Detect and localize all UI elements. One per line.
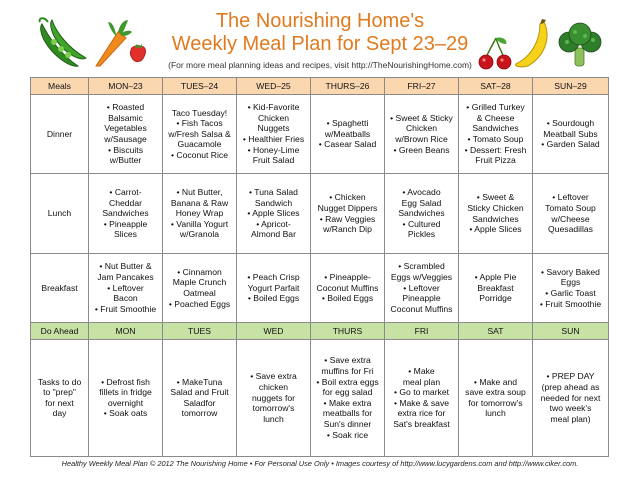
meal-cell [533,94,609,174]
meal-cell [311,253,385,322]
menu-line: • Avocado [402,187,441,198]
menu-line: • Fruit Smoothie [94,303,157,314]
do-ahead-day: THURS [311,322,385,339]
menu-line: for next [45,397,74,408]
meal-cell [311,174,385,254]
meal-row-breakfast [31,253,609,322]
menu-line: meatballs for [322,408,373,419]
cherries-icon [478,36,512,70]
menu-line: for tomorrow's [468,397,523,408]
menu-line: • Coconut Rice [171,149,228,160]
tasks-label [31,339,89,456]
menu-line: lunch [263,413,284,424]
menu-line: Oatmeal [183,287,216,298]
menu-line: day [52,408,67,419]
menu-line: • Make and [473,376,518,387]
menu-line: • Apple Slices [469,224,522,235]
menu-line: Taco Tuesday! [171,107,228,118]
menu-line: Maple Crunch [172,277,227,288]
menu-line: w/Cheese [551,213,590,224]
menu-line: • Boil extra eggs [316,376,379,387]
menu-line: • Boiled Eggs [321,293,374,304]
meal-row-dinner [31,94,609,174]
meal-cell [163,174,237,254]
menu-line: • Honey-Lime [247,144,300,155]
menu-line: • Healthier Fries [242,134,305,145]
menu-line: • Fish Tacos [176,118,223,129]
strawberry-icon [128,42,150,64]
day-header: MON–23 [89,78,163,95]
meal-cell [533,174,609,254]
menu-line: • Cinnamon [177,266,222,277]
menu-line: • Chicken [329,192,366,203]
menu-line: Sat's breakfast [393,419,450,430]
menu-line: • Garlic Toast [545,287,596,298]
menu-line: • Apple Pie [474,272,517,283]
meal-cell [459,253,533,322]
menu-line: • Save extra [324,355,371,366]
menu-line: Nuggets [257,123,290,134]
menu-line: • Roasted [106,102,145,113]
meal-cell [385,253,459,322]
menu-line: Sandwiches [398,208,445,219]
tasks-row [31,339,609,456]
do-ahead-day: FRI [385,322,459,339]
menu-line: chicken [258,381,289,392]
menu-line: Almond Bar [251,229,296,240]
task-cell [533,339,609,456]
menu-line: (prep ahead as [541,381,600,392]
menu-line: • Go to market [393,387,450,398]
menu-line: needed for next [540,392,601,403]
menu-line: Fruit Pizza [475,155,516,166]
menu-line: • Tomato Soup [467,134,524,145]
meal-cell [163,253,237,322]
menu-line: • Dessert: Fresh [464,144,527,155]
row-label: Dinner [31,94,89,174]
day-header: SUN–29 [533,78,609,95]
menu-line: • Biscuits [107,144,143,155]
menu-line: Tasks to do [37,376,82,387]
menu-line: overnight [107,397,144,408]
broccoli-icon [555,20,605,70]
menu-line: Vegetables [104,123,147,134]
menu-line: • Peach Crisp [247,272,300,283]
menu-line: w/Ranch Dip [323,224,372,235]
menu-line: Coconut Muffins [316,282,379,293]
menu-line: • Pineapple [103,218,148,229]
meal-cell [237,253,311,322]
menu-line: • Cultured [402,218,441,229]
menu-line: • PREP DAY [546,371,595,382]
menu-line: Egg Salad [401,197,442,208]
menu-line: Yogurt Parfait [247,282,300,293]
menu-line: nuggets for [252,392,295,403]
menu-line: Saladfor [183,397,216,408]
menu-line: w/Butter [109,155,142,166]
do-ahead-day: WED [237,322,311,339]
menu-line: w/Meatballs [324,128,371,139]
menu-line: • Leftover [552,192,589,203]
menu-line: muffins for Fri [321,366,374,377]
menu-line: Nugget Dippers [317,203,378,213]
meal-cell [385,94,459,174]
days-header-row [31,78,609,95]
meal-cell [533,253,609,322]
meal-row-lunch [31,174,609,254]
page-subtitle: (For more meal planning ideas and recipes, visit http://TheNourishingHome.com) [168,60,472,70]
menu-line: Chicken [405,123,438,134]
menu-line: Pineapple [402,293,441,304]
menu-line: Salad and Fruit [170,387,229,398]
menu-line: Eggs [560,277,581,288]
menu-line: meal plan [402,376,441,387]
menu-line: Quesadillas [548,224,593,235]
day-header: FRI–27 [385,78,459,95]
day-header: SAT–28 [459,78,533,95]
task-cell [311,339,385,456]
menu-line: w/Sausage [104,134,147,145]
task-cell [459,339,533,456]
menu-line: Guacamole [177,139,222,150]
menu-line: w/Granola [179,229,220,240]
menu-line: • Sweet & Sticky [390,112,453,123]
do-ahead-header-row [31,322,609,339]
meal-cell [163,94,237,174]
menu-line: • Garden Salad [541,139,600,150]
meal-cell [459,94,533,174]
menu-line: Slices [114,229,137,240]
page-title-line2: Weekly Meal Plan for Sept 23–29 [171,33,469,55]
menu-line: Balsamic [108,112,143,123]
menu-line: • MakeTuna [176,376,223,387]
do-ahead-day: SUN [533,322,609,339]
menu-line: Sticky Chicken [467,203,524,213]
menu-line: • Casear Salad [318,139,377,150]
menu-line: • Leftover [403,282,440,293]
menu-line: Sandwiches [102,208,149,219]
menu-line: • Carrot- [109,187,142,198]
do-ahead-day: MON [89,322,163,339]
meal-plan-table [30,77,609,457]
menu-line: Sandwiches [472,123,519,134]
row-label: Breakfast [31,253,89,322]
menu-line: Meatball Subs [543,128,598,139]
do-ahead-day: SAT [459,322,533,339]
footer-credits: Healthy Weekly Meal Plan © 2012 The Nourishing Home • For Personal Use Only • Images courtesy of http://www.lucygardens.com and http://www.ciker.com. [61,459,579,468]
menu-line: • Sourdough [546,118,595,129]
menu-line: Sandwiches [472,213,519,224]
menu-line: • Boiled Eggs [247,293,300,304]
menu-line: • Make extra [323,397,372,408]
menu-line: • Scrambled [398,261,445,272]
menu-line: Sun's dinner [323,419,372,430]
page-title-line1: The Nourishing Home's [215,10,425,32]
do-ahead-day: TUES [163,322,237,339]
menu-line: & Cheese [476,112,515,123]
meals-header: Meals [31,78,89,95]
day-header: TUES–24 [163,78,237,95]
menu-line: • Pineapple- [324,272,371,283]
menu-line: fillets in fridge [99,387,152,398]
meal-cell [237,174,311,254]
menu-line: for egg salad [322,387,373,398]
menu-line: Fruit Salad [252,155,295,166]
menu-line: • Make & save [393,397,450,408]
menu-line: extra rice for [397,408,446,419]
day-header: WED–25 [237,78,311,95]
meal-cell [459,174,533,254]
meal-cell [237,94,311,174]
menu-line: • Soak rice [326,429,369,440]
task-cell [89,339,163,456]
menu-line: save extra soup [465,387,526,398]
menu-line: • Raw Veggies [319,213,376,224]
do-ahead-header: Do Ahead [31,322,89,339]
meal-cell [311,94,385,174]
menu-line: • Soak oats [103,408,148,419]
menu-line: • Grilled Turkey [466,102,525,113]
task-cell [237,339,311,456]
menu-line: • Tuna Salad [249,187,298,198]
menu-line: • Vanilla Yogurt [170,218,229,229]
menu-line: to "prep" [43,387,76,398]
day-header: THURS–26 [311,78,385,95]
task-cell [385,339,459,456]
menu-line: w/Brown Rice [395,134,448,145]
menu-line: • Spaghetti [326,118,369,129]
menu-line: Honey Wrap [175,208,224,219]
menu-line: • Fruit Smoothie [539,298,602,309]
meal-cell [89,253,163,322]
menu-line: Jam Pancakes [97,272,154,283]
menu-line: • Defrost fish [101,376,150,387]
menu-line: Breakfast [477,282,514,293]
menu-line: tomorrow [181,408,218,419]
menu-line: • Green Beans [393,144,450,155]
task-cell [163,339,237,456]
menu-line: meal plan) [550,413,591,424]
meal-cell [385,174,459,254]
menu-line: • Make [408,366,435,377]
menu-line: • Leftover [107,282,144,293]
menu-line: Coconut Muffins [390,303,453,314]
menu-line: Porridge [479,293,512,304]
menu-line: Eggs w/Veggies [390,272,453,283]
menu-line: • Savory Baked [541,266,600,277]
menu-line: • Sweet & [476,192,515,203]
menu-line: • Apricot- [256,218,291,229]
menu-line: • Poached Eggs [168,298,231,309]
menu-line: Sandwich [254,197,293,208]
menu-line: Cheddar [109,197,142,208]
carrot-icon [88,18,132,70]
menu-line: • Apple Slices [247,208,300,219]
banana-icon [510,18,556,70]
menu-line: two week's [549,403,592,414]
menu-line: • Kid-Favorite [247,102,300,113]
row-label: Lunch [31,174,89,254]
menu-line: tomorrow's [252,403,295,414]
menu-line: w/Fresh Salsa & [168,128,231,139]
menu-line: Banana & Raw [170,197,229,208]
menu-line: Chicken [257,112,290,123]
meal-cell [89,174,163,254]
menu-line: • Nut Butter, [176,187,223,198]
menu-line: Pickles [407,229,436,240]
menu-line: • Save extra [250,371,297,382]
menu-line: • Nut Butter & [99,261,152,272]
meal-cell [89,94,163,174]
menu-line: lunch [485,408,506,419]
menu-line: Bacon [113,293,138,304]
peapod-icon [34,14,92,74]
menu-line: Tomato Soup [545,203,596,213]
